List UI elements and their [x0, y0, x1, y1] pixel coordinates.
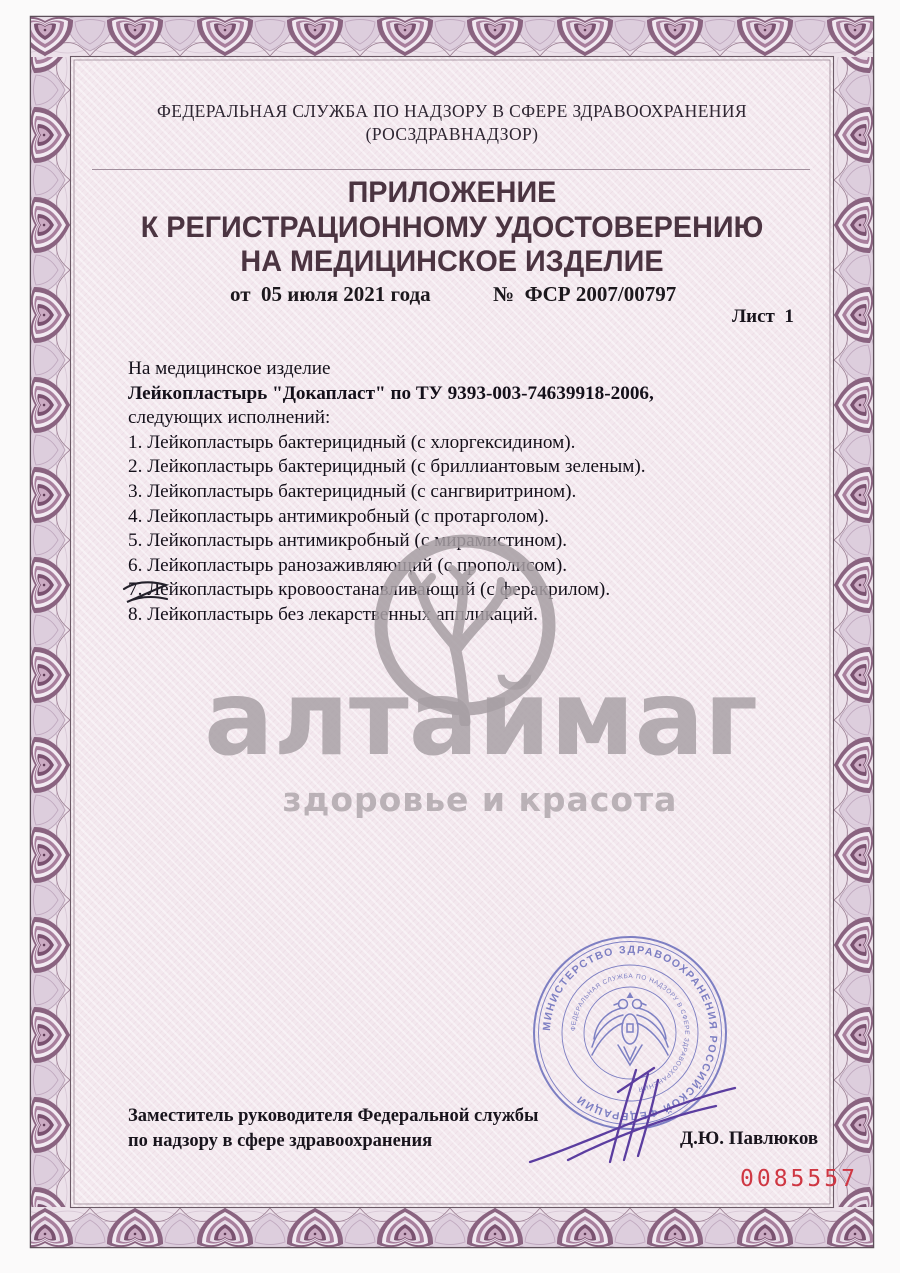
issue-date: от 05 июля 2021 года [230, 282, 431, 306]
title-line-1: ПРИЛОЖЕНИЕ [347, 176, 557, 209]
variant-item: 2. Лейкопластырь бактерицидный (с бриллиантовым зеленым). [128, 456, 646, 478]
org-short-name: (РОСЗДРАВНАДЗОР) [365, 124, 539, 144]
border-band-right [833, 57, 873, 1207]
variants-intro: следующих исполнений: [128, 407, 331, 429]
signature-ink [520, 1058, 760, 1178]
official-position [128, 1104, 538, 1153]
border-band-bottom [31, 1207, 873, 1247]
position-line-2: по надзору в сфере здравоохранения [128, 1130, 433, 1151]
variant-item: 5. Лейкопластырь антимикробный (с мирамистином). [128, 530, 568, 552]
seal-inner-text: ФЕДЕРАЛЬНАЯ СЛУЖБА ПО НАДЗОРУ В СФЕРЕ ЗДРАВООХРАНЕНИЯ [569, 972, 691, 1093]
document-title [87, 176, 817, 280]
org-header [72, 100, 832, 146]
paraph-mark-icon [120, 578, 172, 608]
watermark-tagline: здоровье и красота [282, 780, 678, 819]
variant-item: 6. Лейкопластырь ранозаживляющий (с прополисом). [128, 554, 568, 576]
variant-item: 4. Лейкопластырь антимикробный (с протарголом). [128, 505, 549, 527]
registration-number: № ФСР 2007/00797 [493, 282, 677, 306]
sheet-number: Лист 1 [732, 306, 794, 327]
product-name: Лейкопластырь "Докапласт" по ТУ 9393-003-74639918-2006, [128, 382, 654, 404]
variant-item: 1. Лейкопластырь бактерицидный (с хлоргексидином). [128, 431, 576, 453]
title-line-3: НА МЕДИЦИНСКОЕ ИЗДЕЛИЕ [240, 245, 664, 278]
signer-name: Д.Ю. Павлюков [680, 1128, 819, 1149]
title-line-2: К РЕГИСТРАЦИОННОМУ УДОСТОВЕРЕНИЮ [140, 210, 764, 244]
seal-outer-text: МИНИСТЕРСТВО ЗДРАВООХРАНЕНИЯ РОССИЙСКОЙ ФЕДЕРАЦИИ [540, 943, 720, 1123]
variant-item: 3. Лейкопластырь бактерицидный (с сангвиритрином). [128, 480, 577, 502]
watermark-brand: алтаймаг [204, 659, 758, 779]
product-intro: На медицинское изделие [128, 358, 331, 379]
document-content [72, 58, 858, 1207]
double-headed-eagle-icon [592, 992, 668, 1065]
header-divider [92, 169, 810, 170]
serial-number: 0085557 [740, 1166, 858, 1192]
org-name: ФЕДЕРАЛЬНАЯ СЛУЖБА ПО НАДЗОРУ В СФЕРЕ ЗДРАВООХРАНЕНИЯ [157, 101, 747, 121]
border-band-left [31, 57, 71, 1207]
position-line-1: Заместитель руководителя Федеральной службы [128, 1106, 539, 1126]
variant-item: 7. Лейкопластырь кровоостанавливающий (с феракрилом). [128, 579, 611, 601]
variant-item: 8. Лейкопластырь без лекарственных аппликаций. [128, 603, 538, 625]
border-band-top [31, 17, 873, 57]
